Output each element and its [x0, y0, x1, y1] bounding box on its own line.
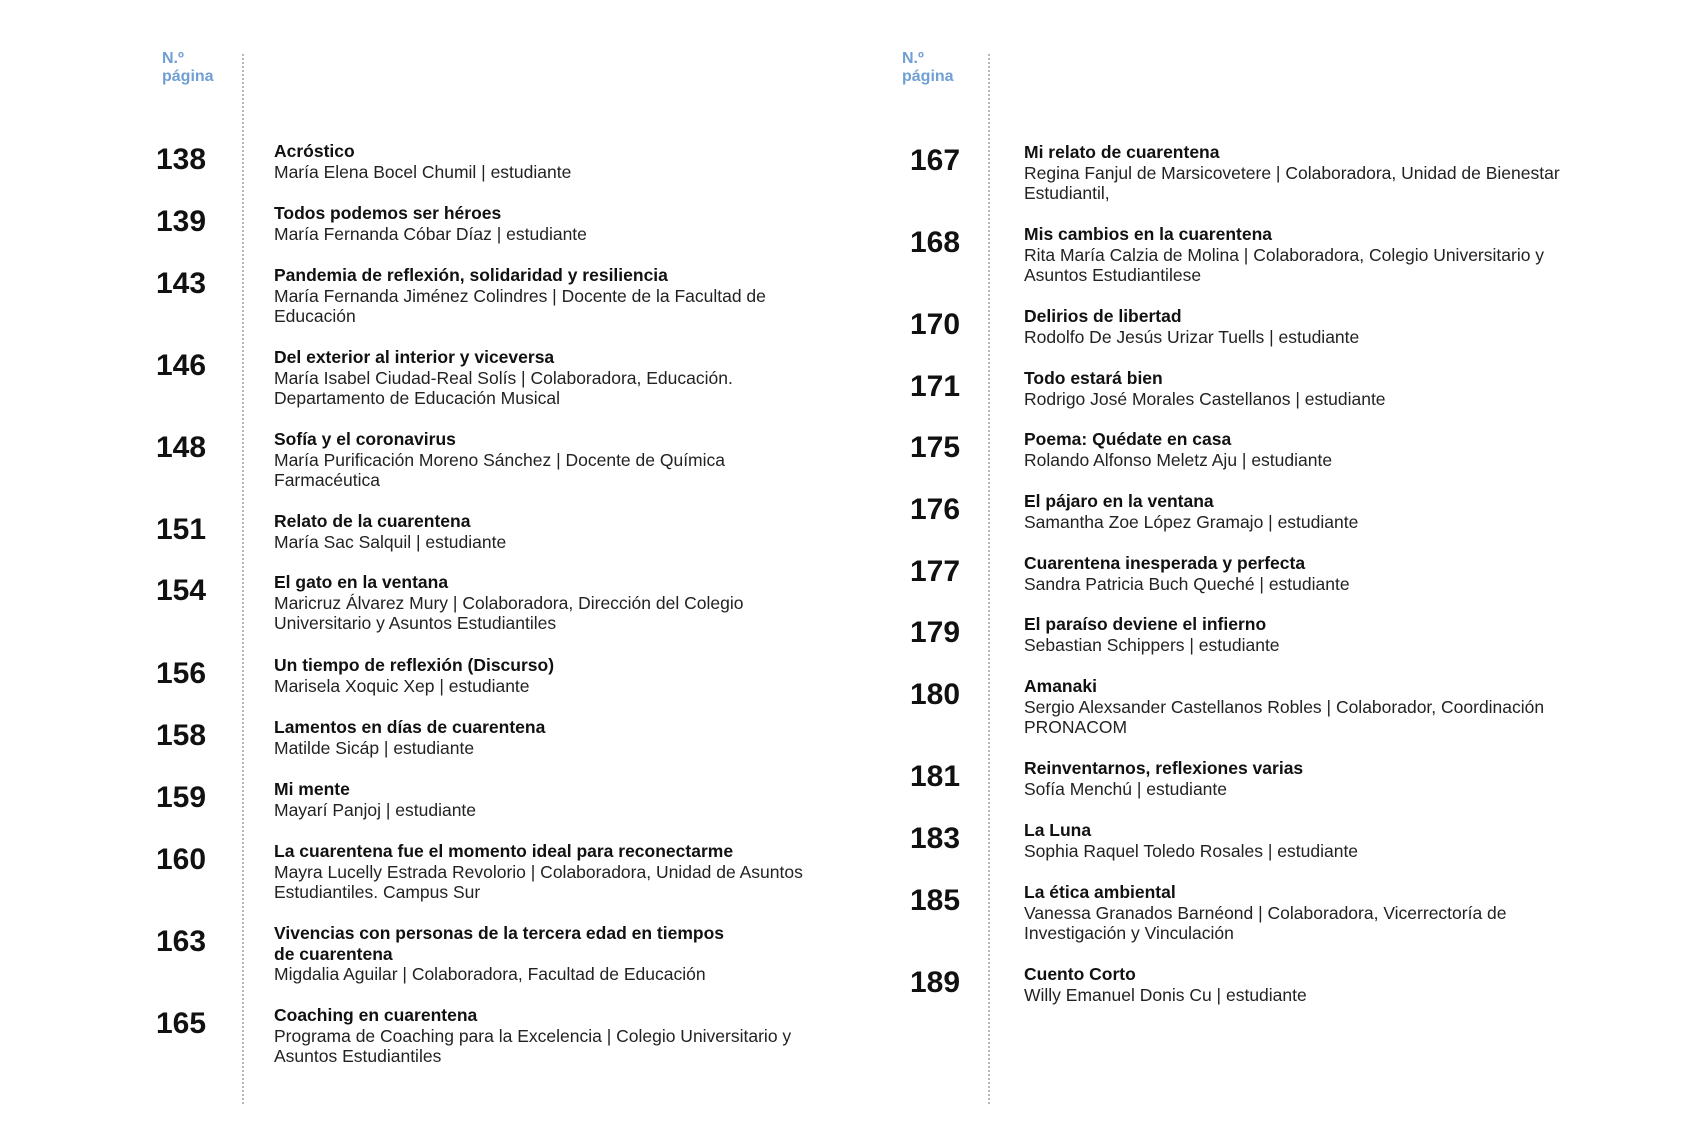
- entry-author: Maricruz Álvarez Mury | Colaboradora, Dirección del Colegio Universitario y Asuntos Estudiantiles: [274, 592, 744, 633]
- page-number: 170: [910, 308, 961, 341]
- entry-title: Mis cambios en la cuarentena: [1024, 224, 1273, 244]
- entry-text: [274, 572, 814, 634]
- entry-title: Todos podemos ser héroes: [274, 203, 502, 223]
- entry-author: Mayarí Panjoj | estudiante: [274, 799, 477, 820]
- page-number: 180: [910, 678, 961, 711]
- page-number-header-line2: página: [162, 68, 214, 85]
- entry-author: Vanessa Granados Barnéond | Colaboradora, Vicerrectoría de Investigación y Vinculación: [1024, 902, 1507, 943]
- page-number: 160: [156, 843, 207, 876]
- entry-author: Sophia Raquel Toledo Rosales | estudiante: [1024, 840, 1359, 861]
- entry-text: [274, 265, 814, 327]
- page-number: 148: [156, 431, 207, 464]
- toc-column-right: [842, 0, 1684, 1122]
- entry-author: Migdalia Aguilar | Colaboradora, Facultad de Educación: [274, 964, 706, 984]
- page-number: 158: [156, 719, 207, 752]
- entry-title: Vivencias con personas de la tercera edad en tiempos de cuarentena: [274, 923, 725, 964]
- entry-author: María Sac Salquil | estudiante: [274, 531, 507, 552]
- entry-text: [274, 347, 814, 409]
- entry-author: Rodolfo De Jesús Urizar Tuells | estudiante: [1024, 326, 1360, 347]
- entry-title: Poema: Quédate en casa: [1024, 429, 1232, 449]
- page-number: 151: [156, 513, 207, 546]
- entry-title: Coaching en cuarentena: [274, 1005, 478, 1025]
- entry-title: La ética ambiental: [1024, 882, 1176, 902]
- entry-text: [1024, 758, 1584, 799]
- entry-title: Acróstico: [274, 141, 355, 161]
- entry-author: Regina Fanjul de Marsicovetere | Colaboradora, Unidad de Bienestar Estudiantil,: [1024, 162, 1560, 203]
- entry-author: Programa de Coaching para la Excelencia | Colegio Universitario y Asuntos Estudiantiles: [274, 1025, 792, 1066]
- entry-author: Marisela Xoquic Xep | estudiante: [274, 675, 530, 696]
- page-number: 139: [156, 205, 207, 238]
- page-number: 167: [910, 144, 961, 177]
- page-number-header: [902, 50, 954, 86]
- entry-text: [1024, 553, 1584, 594]
- entry-author: María Isabel Ciudad-Real Solís | Colaboradora, Educación. Departamento de Educación Musical: [274, 367, 733, 408]
- entry-title: Cuento Corto: [1024, 964, 1136, 984]
- entry-author: María Purificación Moreno Sánchez | Docente de Química Farmacéutica: [274, 449, 726, 490]
- entry-text: [274, 1005, 814, 1067]
- page-number: 176: [910, 493, 961, 526]
- entry-author: Rodrigo José Morales Castellanos | estudiante: [1024, 388, 1386, 409]
- page-number: 143: [156, 267, 207, 300]
- entry-title: Un tiempo de reflexión (Discurso): [274, 655, 555, 675]
- page-number: 154: [156, 574, 207, 607]
- entry-text: [1024, 306, 1584, 347]
- entry-text: [274, 779, 814, 820]
- entry-title: Mi relato de cuarentena: [1024, 142, 1220, 162]
- entry-text: [274, 429, 814, 491]
- entry-title: La cuarentena fue el momento ideal para reconectarme: [274, 841, 734, 861]
- entry-title: Amanaki: [1024, 676, 1097, 696]
- page-number: 168: [910, 226, 961, 259]
- entry-author: María Fernanda Jiménez Colindres | Docente de la Facultad de Educación: [274, 285, 766, 326]
- entry-text: [1024, 964, 1584, 1005]
- entry-author: María Fernanda Cóbar Díaz | estudiante: [274, 223, 587, 244]
- entry-title: Relato de la cuarentena: [274, 511, 471, 531]
- page-number: 175: [910, 431, 961, 464]
- entry-text: [1024, 368, 1584, 409]
- entry-author: Rita María Calzia de Molina | Colaboradora, Colegio Universitario y Asuntos Estudiantilese: [1024, 244, 1545, 285]
- entry-text: [1024, 142, 1584, 204]
- entry-text: [274, 655, 814, 696]
- entry-text: [1024, 820, 1584, 861]
- entry-title: La Luna: [1024, 820, 1092, 840]
- page-number: 189: [910, 966, 961, 999]
- entry-text: [1024, 882, 1584, 944]
- entry-title: El paraíso deviene el infierno: [1024, 614, 1267, 634]
- entry-title: Todo estará bien: [1024, 368, 1163, 388]
- entry-title: Reinventarnos, reflexiones varias: [1024, 758, 1304, 778]
- page-number: 183: [910, 822, 961, 855]
- entry-title: Delirios de libertad: [1024, 306, 1182, 326]
- entry-text: [274, 717, 814, 758]
- page-number: 185: [910, 884, 961, 917]
- entry-author: Sebastian Schippers | estudiante: [1024, 634, 1280, 655]
- page-number: 146: [156, 349, 207, 382]
- page-number: 171: [910, 370, 961, 403]
- page-number: 181: [910, 760, 961, 793]
- entry-text: [1024, 614, 1584, 655]
- entry-text: [274, 841, 814, 903]
- page-number: 179: [910, 616, 961, 649]
- entry-text: [274, 203, 814, 244]
- entry-text: [1024, 491, 1584, 532]
- entry-text: [274, 511, 814, 552]
- page-number-header-line2: página: [902, 68, 954, 85]
- entry-author: María Elena Bocel Chumil | estudiante: [274, 161, 572, 182]
- entry-text: [1024, 676, 1584, 738]
- entry-text: [1024, 224, 1584, 286]
- page-number: 165: [156, 1007, 207, 1040]
- entry-text: [274, 923, 744, 985]
- page-number-header-line1: N.º: [162, 50, 184, 67]
- entry-author: Sandra Patricia Buch Queché | estudiante: [1024, 573, 1350, 594]
- entry-author: Sofía Menchú | estudiante: [1024, 778, 1228, 799]
- page-number: 159: [156, 781, 207, 814]
- page-number: 156: [156, 657, 207, 690]
- entry-author: Rolando Alfonso Meletz Aju | estudiante: [1024, 449, 1333, 470]
- entry-title: Sofía y el coronavirus: [274, 429, 456, 449]
- entry-title: El pájaro en la ventana: [1024, 491, 1214, 511]
- column-divider: [242, 54, 244, 1104]
- column-divider: [988, 54, 990, 1104]
- entry-title: Pandemia de reflexión, solidaridad y resiliencia: [274, 265, 668, 285]
- page-number: 177: [910, 555, 961, 588]
- page-number: 138: [156, 143, 207, 176]
- entry-title: Cuarentena inesperada y perfecta: [1024, 553, 1306, 573]
- entry-author: Samantha Zoe López Gramajo | estudiante: [1024, 511, 1359, 532]
- entry-text: [1024, 429, 1584, 470]
- entry-title: Mi mente: [274, 779, 350, 799]
- entry-author: Willy Emanuel Donis Cu | estudiante: [1024, 984, 1307, 1005]
- page-number: 163: [156, 925, 207, 958]
- entry-title: Lamentos en días de cuarentena: [274, 717, 546, 737]
- entry-author: Mayra Lucelly Estrada Revolorio | Colaboradora, Unidad de Asuntos Estudiantiles. Campus Sur: [274, 861, 803, 902]
- entry-text: [274, 141, 814, 182]
- entry-title: Del exterior al interior y viceversa: [274, 347, 555, 367]
- page-number-header: [162, 50, 214, 86]
- entry-author: Sergio Alexsander Castellanos Robles | Colaborador, Coordinación PRONACOM: [1024, 696, 1545, 737]
- entry-author: Matilde Sicáp | estudiante: [274, 737, 475, 758]
- entry-title: El gato en la ventana: [274, 572, 449, 592]
- page-number-header-line1: N.º: [902, 50, 924, 67]
